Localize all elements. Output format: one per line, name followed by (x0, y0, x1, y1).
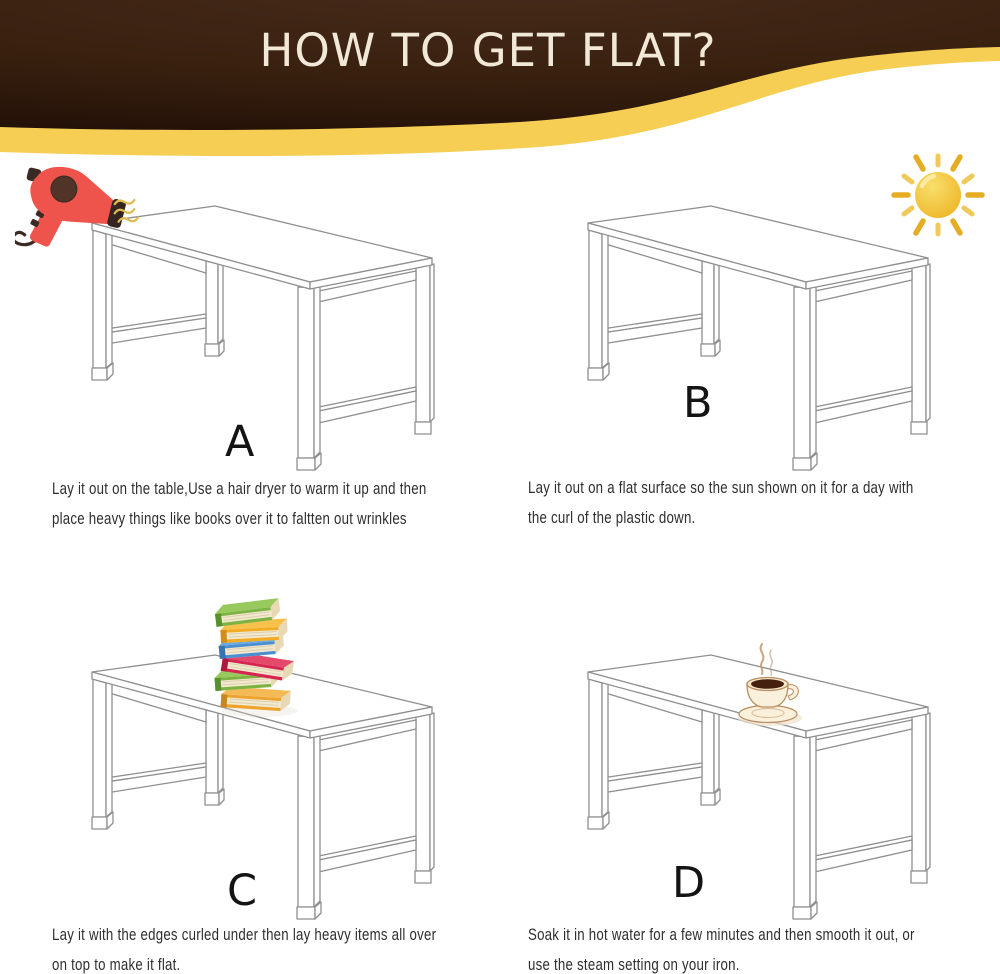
page-title: HOW TO GET FLAT? (259, 24, 717, 77)
panel-label-b: B (683, 378, 713, 428)
caption-c-line1: Lay it with the edges curled under then lay heavy items all over (52, 925, 437, 944)
hair-dryer-icon (15, 158, 140, 253)
caption-c-line2: on top to make it flat. (52, 955, 181, 974)
coffee-cup-icon (726, 638, 810, 732)
caption-b-line2: the curl of the plastic down. (528, 508, 696, 527)
caption-d-line2: use the steam setting on your iron. (528, 955, 740, 974)
caption-b-line1: Lay it out on a flat surface so the sun shown on it for a day with (528, 478, 914, 497)
caption-a-line1: Lay it out on the table,Use a hair dryer to warm it up and then (52, 479, 427, 498)
caption-d-line1: Soak it in hot water for a few minutes and then smooth it out, or (528, 925, 915, 944)
sun-icon (888, 150, 993, 245)
books-icon (212, 592, 307, 722)
panel-label-a: A (225, 417, 255, 467)
sun-core (915, 172, 961, 218)
caption-a-line2: place heavy things like books over it to faltten out wrinkles (52, 509, 407, 528)
panel-label-d: D (672, 858, 706, 908)
panel-label-c: C (227, 866, 258, 916)
coffee (751, 679, 784, 689)
steam (761, 644, 764, 674)
